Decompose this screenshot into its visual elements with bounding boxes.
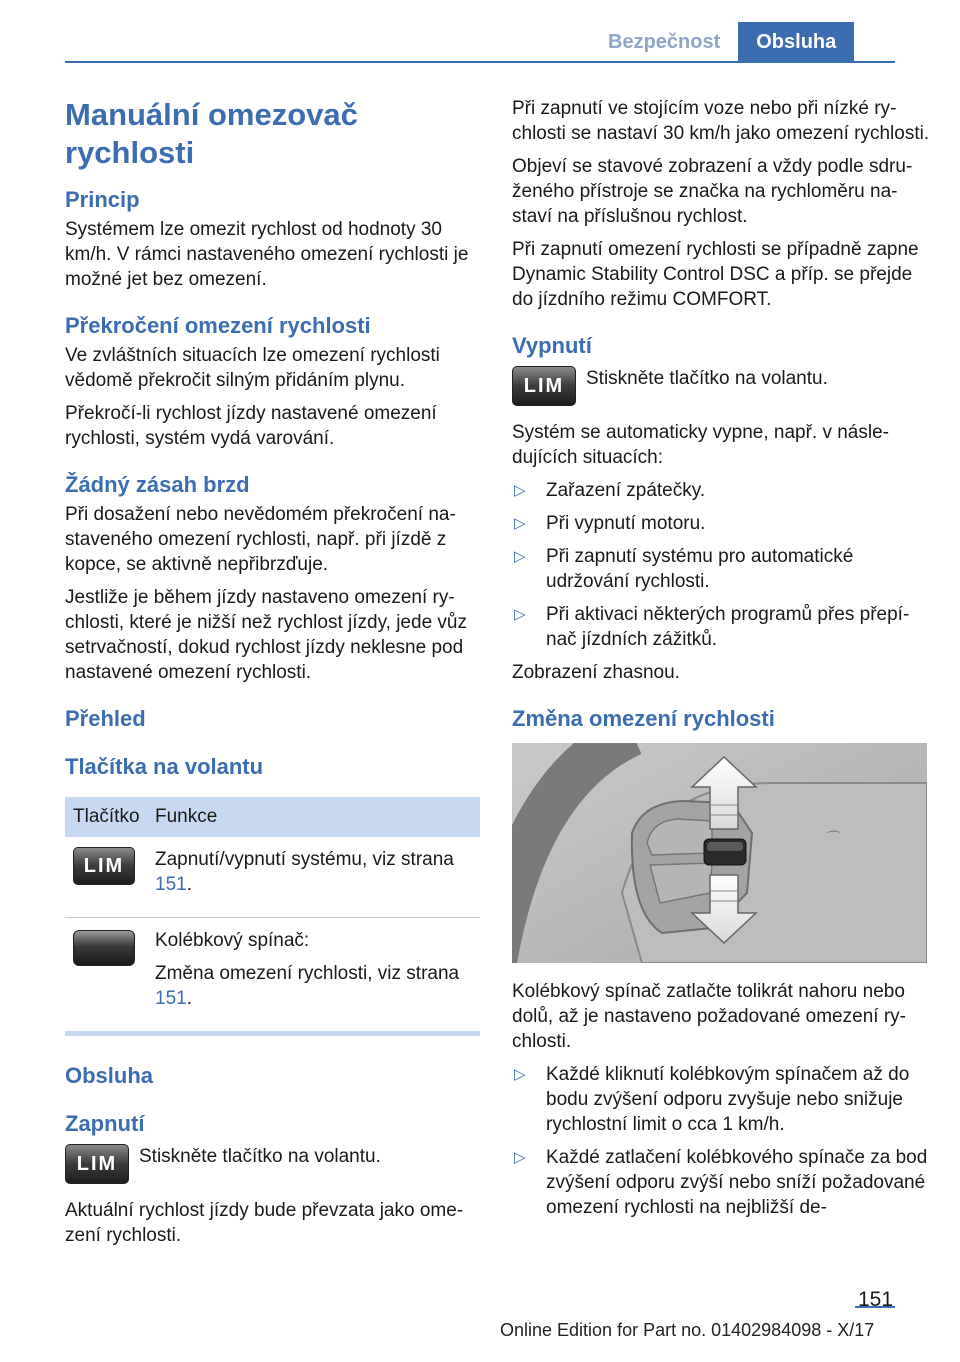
prekroceni-text-1: Ve zvláštních situacích lze omezení rychlosti vědomě překročit silným přidáním plynu. — [65, 345, 440, 391]
vypnuti-instruction — [512, 366, 930, 406]
left-column — [65, 96, 483, 1256]
table-row — [65, 837, 480, 918]
zapnuti-instruction-text: Stiskněte tlačítko na volantu. — [139, 1146, 381, 1167]
vypnuti-instruction-text: Stiskněte tlačítko na volantu. — [586, 368, 828, 389]
list-item-text: Při vypnutí motoru. — [546, 513, 706, 534]
table-bottom-rule — [65, 1031, 480, 1036]
tab-obsluha[interactable]: Obsluha — [738, 22, 854, 62]
heading-prehled: Přehled — [65, 706, 146, 731]
heading-zasah-brzd: Žádný zásah brzd — [65, 472, 250, 497]
zmena-text: Kolébkový spínač zatlačte tolikrát nahoru nebo dolů, až je nastaveno požadované omezení rychlosti. — [512, 981, 906, 1052]
svg-text:⌒: ⌒ — [827, 831, 841, 847]
row1-text: Zapnutí/vypnutí systému, viz strana — [155, 849, 454, 870]
vypnuti-list — [512, 478, 930, 652]
table-cell-icon — [65, 928, 155, 1019]
row2-title: Kolébkový spínač: — [155, 930, 310, 951]
heading-tlacitka: Tlačítka na volantu — [65, 754, 264, 779]
rocker-switch-icon — [73, 930, 135, 966]
top-navigation — [590, 22, 854, 62]
list-item — [512, 511, 930, 536]
lim-button-icon: LIM — [73, 847, 135, 885]
list-item-text: Při aktivaci některých programů přes přepínač jízdních zážitků. — [546, 604, 910, 650]
page-title: Manuální omezovač rychlosti — [65, 97, 358, 170]
steering-wheel-illustration — [512, 743, 927, 963]
table-header — [65, 797, 480, 837]
list-item-text: Každé zatlačení kolébkového spínače za bod zvýšení odporu zvýší nebo sníží požadované omezení rychlosti na nejbližší de- — [546, 1147, 928, 1218]
zmena-list — [512, 1062, 930, 1220]
table-header-function: Funkce — [155, 806, 218, 827]
right-text-1: Při zapnutí ve stojícím voze nebo při nízké rychlosti se nastaví 30 km/h jako omezení rychlosti. — [512, 98, 930, 144]
zapnuti-instruction — [65, 1144, 483, 1184]
triangle-bullet-icon: ▷ — [514, 482, 526, 499]
list-item — [512, 1145, 930, 1220]
vypnuti-text: Systém se automaticky vypne, např. v následujících situacích: — [512, 422, 889, 468]
table-header-button: Tlačítko — [73, 806, 140, 827]
table-cell-icon — [65, 847, 155, 905]
triangle-bullet-icon: ▷ — [514, 1066, 526, 1083]
table-cell-function — [155, 928, 480, 1019]
zasah-text-1: Při dosažení nebo nevědomém překročení nastaveného omezení rychlosti, např. při jízdě z kopce, se aktivně nepřibrzďuje. — [65, 504, 456, 575]
lim-button-icon: LIM — [512, 366, 576, 406]
right-text-2: Objeví se stavové zobrazení a vždy podle sdruženého přístroje se značka na rychloměru nastaví na příslušnou rychlost. — [512, 156, 913, 227]
heading-vypnuti: Vypnutí — [512, 333, 592, 358]
heading-princip: Princip — [65, 187, 140, 212]
row2-suffix: . — [186, 988, 192, 1009]
page-number: 151 — [858, 1288, 894, 1311]
page-link-151[interactable]: 151 — [155, 874, 187, 895]
row2-text-wrap — [155, 961, 480, 1011]
zasah-text-2: Jestliže je během jízdy nastaveno omezení rychlosti, které je nižší než rychlost jízdy, jede vůz setrvačností, dokud rychlost jízdy neklesne pod nastavené omezení rychlosti. — [65, 587, 467, 683]
heading-zmena: Změna omezení rychlosti — [512, 706, 775, 731]
row1-suffix: . — [186, 874, 192, 895]
page-link-151[interactable]: 151 — [155, 988, 187, 1009]
heading-obsluha: Obsluha — [65, 1063, 154, 1088]
zapnuti-text: Aktuální rychlost jízdy bude převzata jako omezení rychlosti. — [65, 1200, 464, 1246]
list-item — [512, 1062, 930, 1137]
steering-wheel-svg — [512, 743, 927, 963]
list-item-text: Při zapnutí systému pro automatické udržování rychlosti. — [546, 546, 854, 592]
footer-edition: Online Edition for Part no. 01402984098 - X/17 — [500, 1320, 875, 1340]
list-item-text: Každé kliknutí kolébkovým spínačem až do bodu zvýšení odporu zvyšuje nebo snižuje rychlostní limit o cca 1 km/h. — [546, 1064, 910, 1135]
table-row — [65, 918, 480, 1031]
lim-button-icon: LIM — [65, 1144, 129, 1184]
row2-text: Změna omezení rychlosti, viz strana — [155, 963, 460, 984]
header-rule — [65, 61, 895, 63]
prekroceni-text-2: Překročí-li rychlost jízdy nastavené omezení rychlosti, systém vydá varování. — [65, 403, 437, 449]
right-column — [512, 96, 930, 1228]
triangle-bullet-icon: ▷ — [514, 1149, 526, 1166]
heading-zapnuti: Zapnutí — [65, 1111, 145, 1136]
triangle-bullet-icon: ▷ — [514, 606, 526, 623]
row1-text-wrap — [155, 847, 480, 897]
list-item — [512, 544, 930, 594]
right-text-3: Při zapnutí omezení rychlosti se případně zapne Dynamic Stability Control DSC a příp. se přejde do jízdního režimu COMFORT. — [512, 239, 919, 310]
list-item — [512, 602, 930, 652]
buttons-table — [65, 797, 480, 1036]
table-cell-function — [155, 847, 480, 905]
tab-bezpecnost[interactable]: Bezpečnost — [608, 30, 721, 53]
triangle-bullet-icon: ▷ — [514, 548, 526, 565]
list-item — [512, 478, 930, 503]
list-item-text: Zařazení zpátečky. — [546, 480, 706, 501]
triangle-bullet-icon: ▷ — [514, 515, 526, 532]
heading-prekroceni: Překročení omezení rychlosti — [65, 313, 371, 338]
zhasnou-text: Zobrazení zhasnou. — [512, 662, 680, 683]
princip-text: Systémem lze omezit rychlost od hodnoty 30 km/h. V rámci nastaveného omezení rychlosti je možné jet bez omezení. — [65, 219, 469, 290]
